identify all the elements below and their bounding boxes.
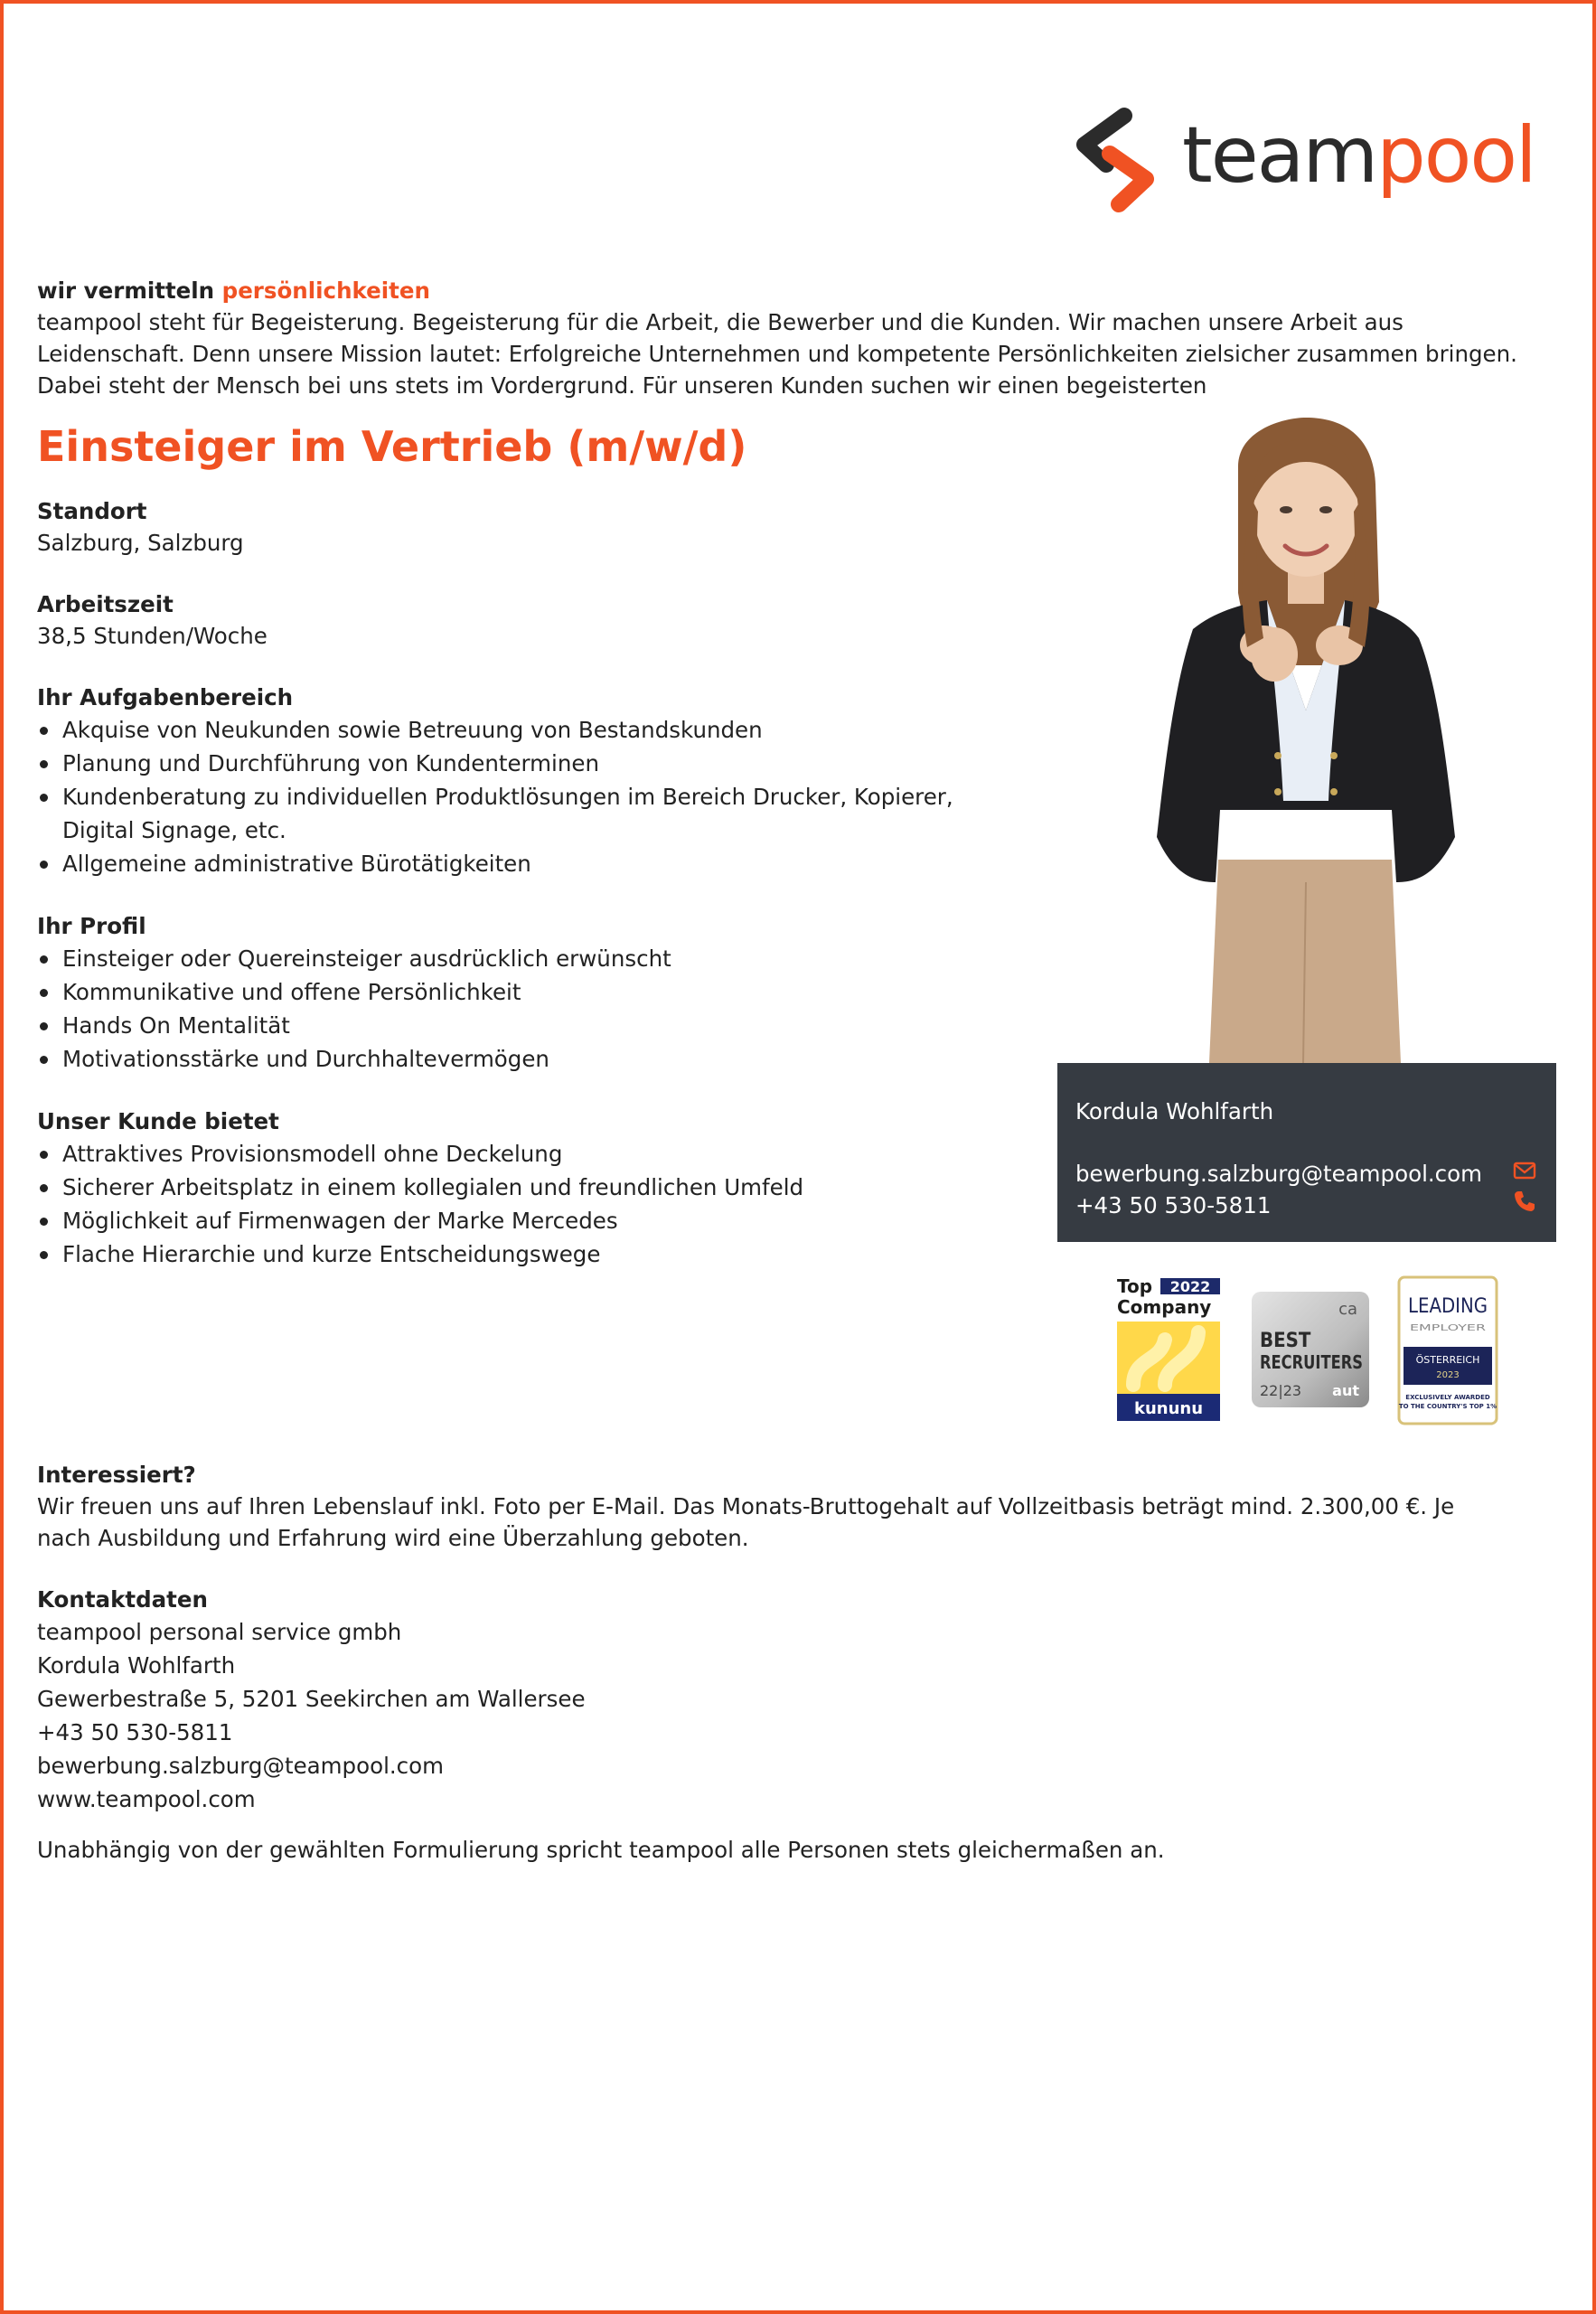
- svg-text:aut: aut: [1332, 1382, 1359, 1399]
- arbeitszeit-value: 38,5 Stunden/Woche: [37, 623, 268, 649]
- best-recruiters-badge: [1251, 1291, 1370, 1408]
- company-name: teampool personal service gmbh: [37, 1619, 402, 1645]
- svg-text:2022: 2022: [1169, 1278, 1211, 1295]
- kontaktdaten-section: [37, 1584, 1537, 1816]
- profil-section: [37, 910, 1013, 1076]
- svg-text:ÖSTERREICH: ÖSTERREICH: [1415, 1354, 1480, 1366]
- section-heading: Standort: [37, 498, 147, 524]
- teampool-logo: [1070, 110, 1535, 212]
- aufgaben-section: [37, 682, 1013, 880]
- list-item: Flache Hierarchie und kurze Entscheidungswege: [37, 1237, 1013, 1271]
- address: Gewerbestraße 5, 5201 Seekirchen am Wallersee: [37, 1686, 586, 1712]
- recruiter-photo: [1057, 412, 1558, 1063]
- logo-wordmark: teampool: [1182, 110, 1535, 201]
- section-heading: Interessiert?: [37, 1462, 196, 1488]
- intro-text: teampool steht für Begeisterung. Begeisterung für die Arbeit, die Bewerber und die Kunden. Wir machen unsere Arbeit aus Leidenschaft. Denn unsere Mission lautet: Erfolgreiche Unternehmen und kompetente Persönlichkeiten zielsicher zusammen bringen. Dabei steht der Mensch bei uns stets im Vordergrund. Für unseren Kunden suchen wir einen begeisterten: [37, 309, 1517, 399]
- list-item: Möglichkeit auf Firmenwagen der Marke Mercedes: [37, 1204, 1013, 1237]
- intro-headline: wir vermitteln persönlichkeiten: [37, 277, 430, 304]
- list-item: Motivationsstärke und Durchhaltevermögen: [37, 1042, 1013, 1076]
- svg-text:RECRUITERS: RECRUITERS: [1260, 1351, 1363, 1373]
- svg-text:ca: ca: [1338, 1300, 1357, 1319]
- phone-icon[interactable]: [1513, 1190, 1536, 1213]
- svg-text:EXCLUSIVELY AWARDED: EXCLUSIVELY AWARDED: [1405, 1394, 1490, 1401]
- list-item: Kommunikative und offene Persönlichkeit: [37, 975, 1013, 1009]
- list-item: Hands On Mentalität: [37, 1009, 1013, 1042]
- list-item: Akquise von Neukunden sowie Betreuung von Bestandskunden: [37, 713, 1013, 747]
- svg-text:LEADING: LEADING: [1408, 1295, 1488, 1318]
- email-link[interactable]: bewerbung.salzburg@teampool.com: [37, 1753, 444, 1779]
- interessiert-text: Wir freuen uns auf Ihren Lebenslauf inkl. Foto per E-Mail. Das Monats-Bruttogehalt auf Vollzeitbasis beträgt mind. 2.300,00 €. Je nach Ausbildung und Erfahrung wird eine Überzahlung geboten.: [37, 1493, 1455, 1551]
- kunde-section: [37, 1105, 1013, 1271]
- svg-text:Company: Company: [1117, 1296, 1212, 1318]
- contact-name: Kordula Wohlfarth: [1075, 1098, 1274, 1124]
- list-item: Sicherer Arbeitsplatz in einem kollegialen und freundlichen Umfeld: [37, 1171, 1013, 1204]
- svg-text:22|23: 22|23: [1260, 1382, 1302, 1399]
- mail-icon[interactable]: [1513, 1161, 1536, 1181]
- section-heading: Ihr Aufgabenbereich: [37, 684, 294, 710]
- profil-list: [37, 942, 1013, 1076]
- kunde-list: [37, 1137, 1013, 1271]
- svg-text:EMPLOYER: EMPLOYER: [1410, 1323, 1487, 1333]
- job-details: [37, 495, 1013, 1301]
- section-heading: Unser Kunde bietet: [37, 1108, 279, 1134]
- standort-value: Salzburg, Salzburg: [37, 530, 244, 556]
- diversity-note: Unabhängig von der gewählten Formulierung spricht teampool alle Personen stets gleichermaßen an.: [37, 1837, 1165, 1863]
- logo-chevron-icon: [1070, 110, 1169, 212]
- section-heading: Ihr Profil: [37, 913, 146, 939]
- svg-text:2023: 2023: [1436, 1370, 1460, 1380]
- svg-text:kununu: kununu: [1133, 1399, 1204, 1418]
- arbeitszeit-section: [37, 588, 1013, 652]
- list-item: Planung und Durchführung von Kundenterminen: [37, 747, 1013, 780]
- svg-text:TO THE COUNTRY'S TOP 1%: TO THE COUNTRY'S TOP 1%: [1398, 1403, 1497, 1410]
- intro: [37, 275, 1537, 401]
- section-heading: Arbeitszeit: [37, 591, 174, 617]
- list-item: Einsteiger oder Quereinsteiger ausdrücklich erwünscht: [37, 942, 1013, 975]
- interessiert-section: [37, 1459, 1537, 1554]
- contact-email-link[interactable]: bewerbung.salzburg@teampool.com: [1075, 1161, 1482, 1187]
- phone-link[interactable]: +43 50 530-5811: [37, 1719, 233, 1745]
- contact-person: Kordula Wohlfarth: [37, 1652, 236, 1679]
- contact-box: [1057, 1063, 1556, 1242]
- list-item: Kundenberatung zu individuellen Produktlösungen im Bereich Drucker, Kopierer, Digital Signage, etc.: [37, 780, 1013, 847]
- svg-text:Top: Top: [1117, 1275, 1153, 1297]
- list-item: Attraktives Provisionsmodell ohne Deckelung: [37, 1137, 1013, 1171]
- section-heading: Kontaktdaten: [37, 1586, 208, 1613]
- leading-employer-badge: [1398, 1276, 1497, 1425]
- aufgaben-list: [37, 713, 1013, 880]
- application-info: [37, 1459, 1537, 1866]
- contact-phone-link[interactable]: +43 50 530-5811: [1075, 1192, 1272, 1218]
- website-link[interactable]: www.teampool.com: [37, 1786, 256, 1812]
- standort-section: [37, 495, 1013, 559]
- top-company-badge: [1115, 1276, 1222, 1423]
- list-item: Allgemeine administrative Bürotätigkeiten: [37, 847, 1013, 880]
- svg-text:BEST: BEST: [1260, 1330, 1311, 1352]
- job-title: Einsteiger im Vertrieb (m/w/d): [37, 422, 747, 471]
